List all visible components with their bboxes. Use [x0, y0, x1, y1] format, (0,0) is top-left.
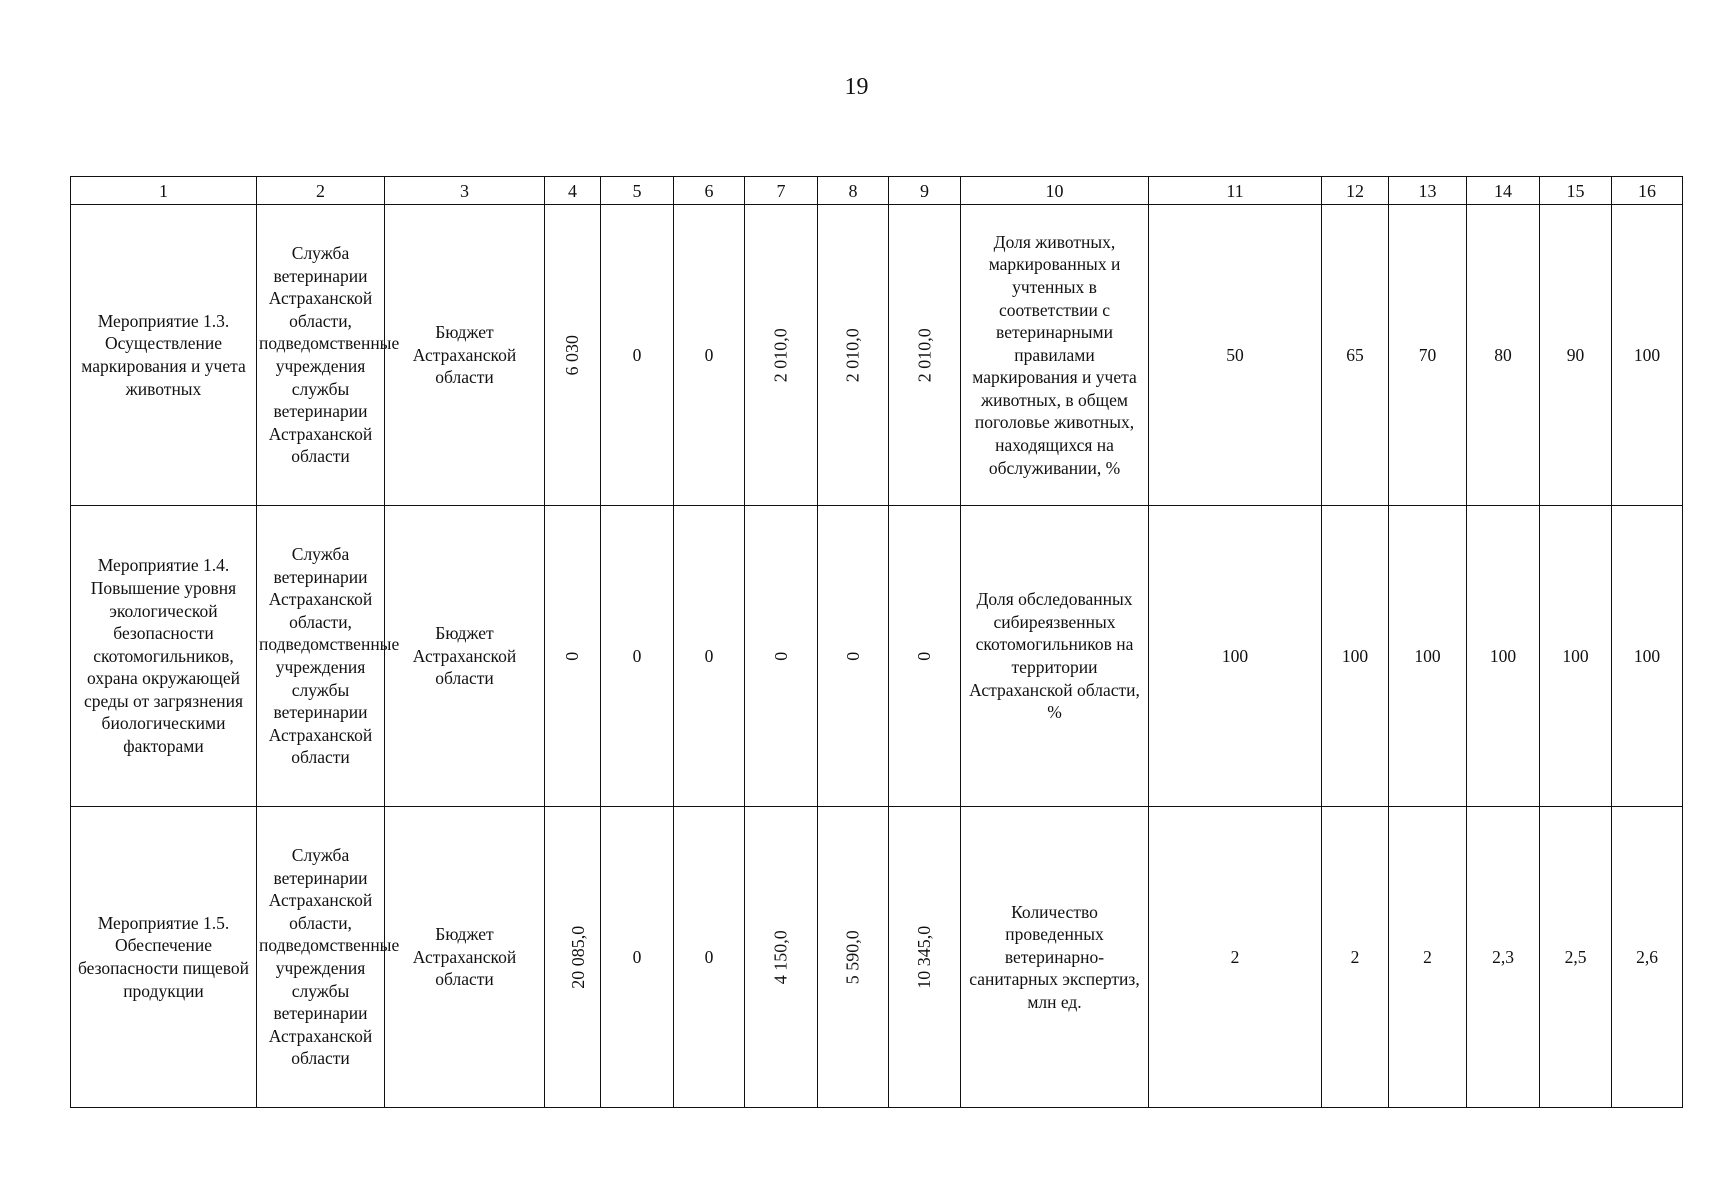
total-amount-cell [545, 506, 601, 807]
target-cell-16: 2,6 [1612, 807, 1683, 1108]
measure-cell: Мероприятие 1.3. Осуществление маркирования и учета животных [71, 205, 257, 506]
amount-cell-9 [889, 506, 961, 807]
target-cell-15: 100 [1540, 506, 1612, 807]
executor-cell: Служба ветеринарии Астраханской области, подведомственные учреждения службы ветеринарии Астраханской области [257, 506, 385, 807]
target-cell-13: 70 [1389, 205, 1467, 506]
column-header-8: 8 [818, 177, 889, 205]
target-cell-13: 2 [1389, 807, 1467, 1108]
amount-cell-5: 0 [601, 506, 674, 807]
target-cell-13: 100 [1389, 506, 1467, 807]
funding-source-cell: Бюджет Астраханской области [385, 807, 545, 1108]
target-cell-11: 2 [1149, 807, 1322, 1108]
amount-cell-8 [818, 807, 889, 1108]
total-amount-value: 0 [562, 651, 583, 661]
amount-cell-9 [889, 807, 961, 1108]
amount-value-8: 0 [842, 651, 863, 661]
measure-cell: Мероприятие 1.4. Повышение уровня экологической безопасности скотомогильников, охрана окружающей среды от загрязнения биологическими факторами [71, 506, 257, 807]
target-cell-15: 90 [1540, 205, 1612, 506]
total-amount-value: 6 030 [562, 334, 583, 376]
column-header-10: 10 [961, 177, 1149, 205]
amount-value-7: 4 150,0 [770, 930, 791, 984]
column-header-2: 2 [257, 177, 385, 205]
amount-value-7: 0 [770, 651, 791, 661]
column-header-4: 4 [545, 177, 601, 205]
target-cell-15: 2,5 [1540, 807, 1612, 1108]
target-cell-14: 2,3 [1467, 807, 1540, 1108]
total-amount-cell [545, 807, 601, 1108]
table-row [71, 506, 1683, 807]
total-amount-cell [545, 205, 601, 506]
page-number: 19 [844, 74, 869, 100]
target-cell-12: 100 [1322, 506, 1389, 807]
amount-value-8: 2 010,0 [842, 328, 863, 382]
executor-cell: Служба ветеринарии Астраханской области, подведомственные учреждения службы ветеринарии Астраханской области [257, 807, 385, 1108]
target-cell-11: 100 [1149, 506, 1322, 807]
target-cell-14: 80 [1467, 205, 1540, 506]
amount-value-8: 5 590,0 [842, 930, 863, 984]
amount-cell-6: 0 [674, 205, 745, 506]
amount-cell-6: 0 [674, 807, 745, 1108]
column-header-15: 15 [1540, 177, 1612, 205]
amount-cell-5: 0 [601, 807, 674, 1108]
amount-value-7: 2 010,0 [770, 328, 791, 382]
column-number-row [71, 177, 1683, 205]
amount-value-9: 2 010,0 [914, 328, 935, 382]
table-row [71, 205, 1683, 506]
amount-cell-9 [889, 205, 961, 506]
indicator-cell: Количество проведенных ветеринарно-санитарных экспертиз, млн ед. [961, 807, 1149, 1108]
target-cell-11: 50 [1149, 205, 1322, 506]
amount-cell-7 [745, 205, 818, 506]
column-header-11: 11 [1149, 177, 1322, 205]
funding-source-cell: Бюджет Астраханской области [385, 205, 545, 506]
target-cell-12: 2 [1322, 807, 1389, 1108]
program-table [70, 176, 1683, 1108]
amount-cell-5: 0 [601, 205, 674, 506]
target-cell-16: 100 [1612, 506, 1683, 807]
column-header-5: 5 [601, 177, 674, 205]
indicator-cell: Доля животных, маркированных и учтенных в соответствии с ветеринарными правилами маркирования и учета животных, в общем поголовье животных, находящихся на обслуживании, % [961, 205, 1149, 506]
table-row [71, 807, 1683, 1108]
measure-cell: Мероприятие 1.5. Обеспечение безопасности пищевой продукции [71, 807, 257, 1108]
amount-cell-8 [818, 506, 889, 807]
column-header-16: 16 [1612, 177, 1683, 205]
amount-cell-7 [745, 807, 818, 1108]
amount-value-9: 10 345,0 [914, 925, 935, 989]
column-header-13: 13 [1389, 177, 1467, 205]
column-header-3: 3 [385, 177, 545, 205]
indicator-cell: Доля обследованных сибиреязвенных скотомогильников на территории Астраханской области, % [961, 506, 1149, 807]
column-header-1: 1 [71, 177, 257, 205]
amount-cell-6: 0 [674, 506, 745, 807]
target-cell-14: 100 [1467, 506, 1540, 807]
column-header-9: 9 [889, 177, 961, 205]
target-cell-16: 100 [1612, 205, 1683, 506]
amount-cell-7 [745, 506, 818, 807]
total-amount-value: 20 085,0 [568, 925, 589, 989]
column-header-14: 14 [1467, 177, 1540, 205]
column-header-6: 6 [674, 177, 745, 205]
amount-cell-8 [818, 205, 889, 506]
funding-source-cell: Бюджет Астраханской области [385, 506, 545, 807]
amount-value-9: 0 [914, 651, 935, 661]
column-header-7: 7 [745, 177, 818, 205]
executor-cell: Служба ветеринарии Астраханской области, подведомственные учреждения службы ветеринарии Астраханской области [257, 205, 385, 506]
column-header-12: 12 [1322, 177, 1389, 205]
target-cell-12: 65 [1322, 205, 1389, 506]
